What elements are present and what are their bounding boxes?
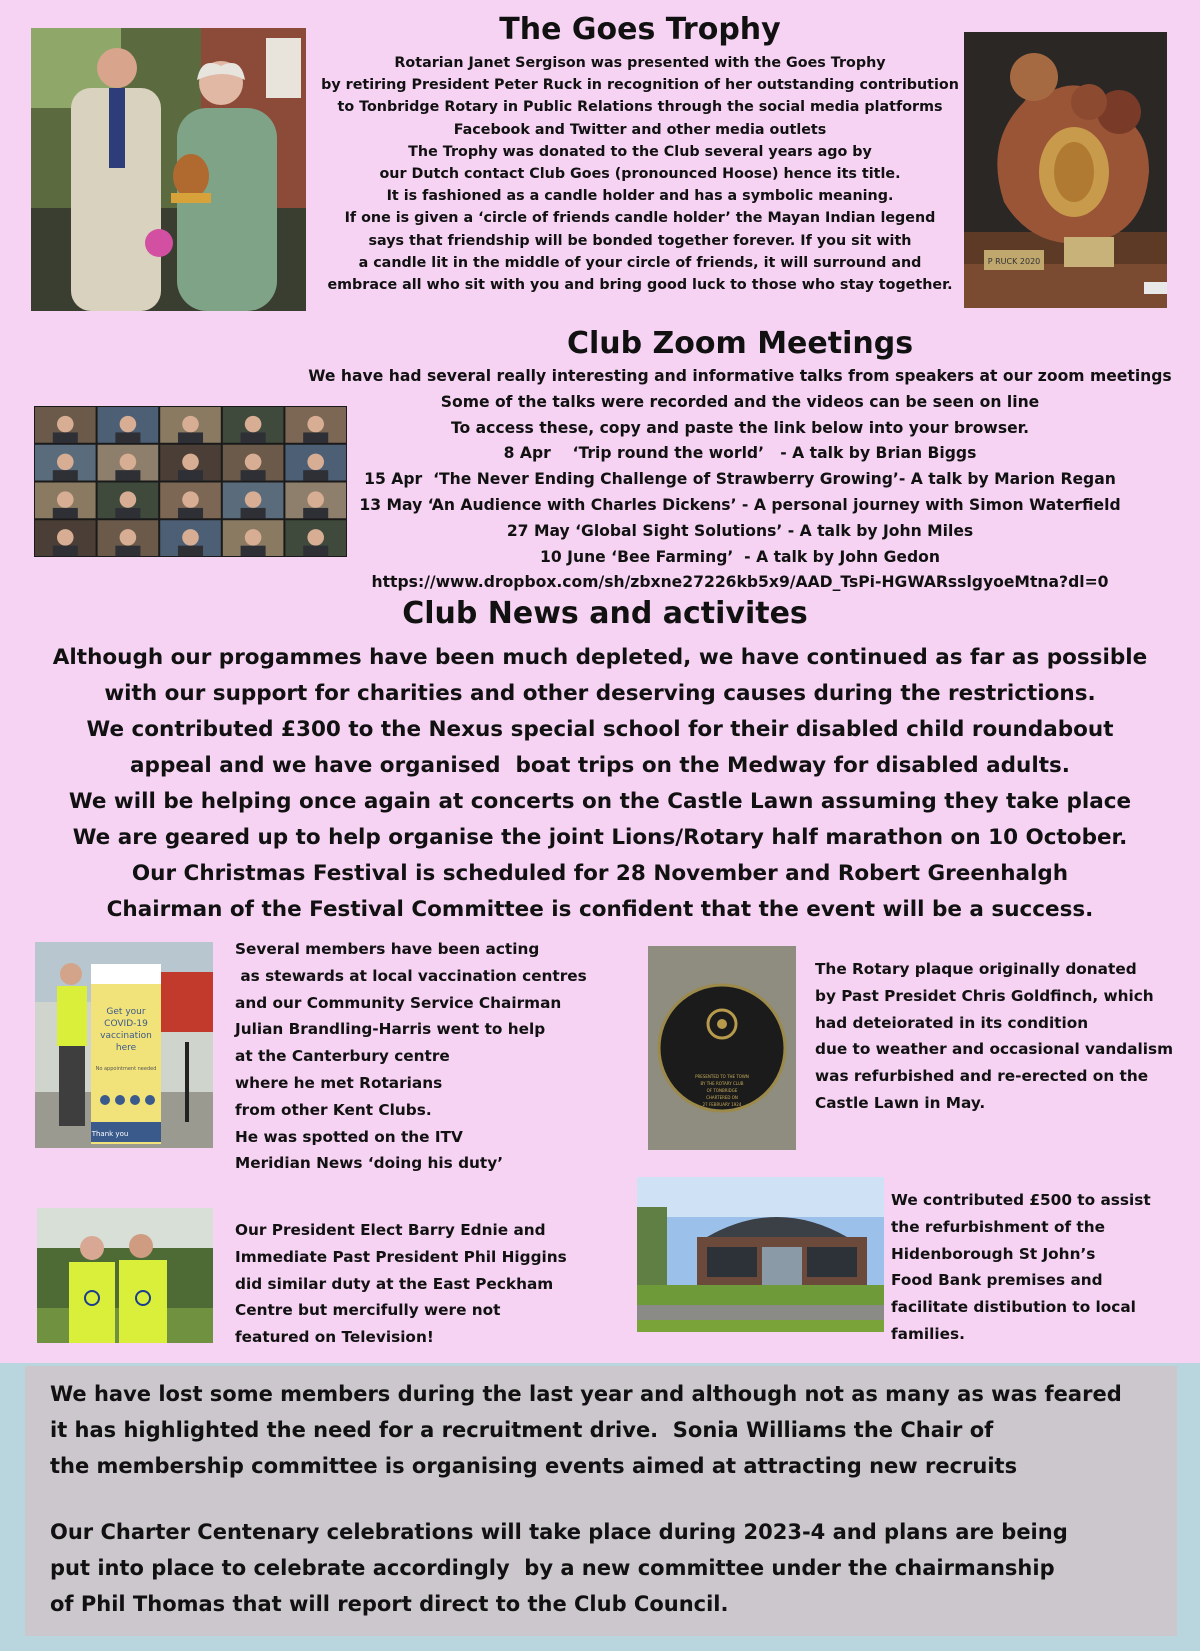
sign-line: Get your xyxy=(106,1007,146,1017)
zoom-participant-tile xyxy=(35,520,96,556)
zoom-participant-tile xyxy=(223,407,284,443)
food-bank-line: facilitate distibution to local xyxy=(891,1298,1136,1317)
trophy-plaque-text: P RUCK 2020 xyxy=(987,257,1041,266)
plaque-line: OF TONBRIDGE xyxy=(706,1088,738,1093)
zoom-talk: 8 Apr ‘Trip round the world’ - A talk by Brian Biggs xyxy=(503,444,977,463)
news-line: Although our progammes have been much depleted, we have continued as far as possible xyxy=(52,645,1148,670)
zoom-participant-tile xyxy=(98,520,159,556)
zoom-participant-tile xyxy=(223,520,284,556)
president-line: featured on Television! xyxy=(235,1328,434,1347)
membership-line: the membership committee is organising events aimed at attracting new recruits xyxy=(50,1454,1018,1478)
president-duty-photo xyxy=(37,1208,213,1343)
sign-line: here xyxy=(115,1043,137,1053)
centenary-paragraph xyxy=(50,1514,1170,1622)
bottom-info-box xyxy=(25,1366,1177,1636)
zoom-talk: 15 Apr ‘The Never Ending Challenge of Strawberry Growing’- A talk by Marion Regan xyxy=(364,470,1116,489)
president-line: Centre but mercifully were not xyxy=(235,1301,501,1320)
plaque-line: PRESENTED TO THE TOWN xyxy=(695,1074,749,1079)
plaque-line: 27 FEBRUARY 1924 xyxy=(702,1102,742,1107)
food-bank-text xyxy=(891,1187,1191,1348)
zoom-talk: 27 May ‘Global Sight Solutions’ - A talk by John Miles xyxy=(506,521,974,540)
centenary-line: of Phil Thomas that will report direct to the Club Council. xyxy=(50,1592,729,1616)
zoom-talk: 13 May ‘An Audience with Charles Dickens’ - A personal journey with Simon Waterfield xyxy=(359,495,1121,514)
food-bank-building-photo xyxy=(637,1177,884,1332)
zoom-line: We have had several really interesting and informative talks from speakers at our zoom meetings xyxy=(308,367,1172,385)
president-line: Our President Elect Barry Ednie and xyxy=(235,1221,546,1239)
zoom-participant-tile xyxy=(35,483,96,519)
stewards-line: He was spotted on the ITV xyxy=(235,1127,463,1146)
stewards-line: Meridian News ‘doing his duty’ xyxy=(235,1154,504,1173)
trophy-line: embrace all who sit with you and bring good luck to those who stay together. xyxy=(327,277,953,294)
plaque-line: BY THE ROTARY CLUB xyxy=(700,1081,744,1086)
plaque-text xyxy=(815,956,1195,1117)
trophy-text xyxy=(300,52,980,296)
trophy-title: The Goes Trophy xyxy=(499,12,781,47)
food-bank-line: the refurbishment of the xyxy=(891,1217,1106,1236)
zoom-line: To access these, copy and paste the link below into your browser. xyxy=(450,418,1030,437)
food-bank-line: We contributed £500 to assist xyxy=(891,1191,1151,1209)
zoom-title: Club Zoom Meetings xyxy=(566,326,914,361)
president-line: did similar duty at the East Peckham xyxy=(235,1274,554,1293)
news-line: Chairman of the Festival Committee is confident that the event will be a success. xyxy=(106,897,1094,922)
stewards-line: at the Canterbury centre xyxy=(235,1047,450,1066)
trophy-presentation-photo xyxy=(31,28,306,311)
plaque-line: CHARTERED ON xyxy=(706,1095,738,1100)
food-bank-line: families. xyxy=(891,1324,965,1343)
zoom-participant-tile xyxy=(160,483,221,519)
food-bank-line: Food Bank premises and xyxy=(891,1271,1103,1290)
trophy-line: by retiring President Peter Ruck in recognition of her outstanding contribution xyxy=(321,77,959,94)
news-line: with our support for charities and other deserving causes during the restrictions. xyxy=(104,681,1096,706)
zoom-participant-tile xyxy=(35,445,96,481)
membership-paragraph xyxy=(50,1376,1170,1484)
zoom-participant-tile xyxy=(223,445,284,481)
zoom-talk: 10 June ‘Bee Farming’ - A talk by John Gedon xyxy=(540,547,940,566)
stewards-line: Several members have been acting xyxy=(235,940,540,958)
sign-line: COVID-19 xyxy=(104,1019,148,1029)
zoom-text xyxy=(300,364,1180,596)
stewards-text xyxy=(235,936,595,1177)
membership-line: We have lost some members during the last year and although not as many as was feared xyxy=(50,1382,1122,1406)
stewards-line: from other Kent Clubs. xyxy=(235,1100,432,1119)
zoom-participant-tile xyxy=(160,407,221,443)
news-text xyxy=(20,640,1180,928)
food-bank-line: Hidenborough St John’s xyxy=(891,1244,1096,1263)
zoom-participant-tile xyxy=(160,445,221,481)
zoom-participant-tile xyxy=(98,445,159,481)
vaccination-steward-photo xyxy=(35,942,213,1148)
plaque-line: due to weather and occasional vandalism xyxy=(815,1040,1174,1059)
plaque-line: had deteiorated in its condition xyxy=(815,1013,1089,1032)
rotary-plaque-photo xyxy=(648,946,796,1150)
stewards-line: where he met Rotarians xyxy=(235,1073,443,1092)
news-line: Our Christmas Festival is scheduled for 28 November and Robert Greenhalgh xyxy=(131,861,1069,886)
trophy-line: It is fashioned as a candle holder and has a symbolic meaning. xyxy=(386,188,894,205)
sign-line: vaccination xyxy=(100,1031,152,1041)
sign-thanks: Thank you xyxy=(91,1130,129,1138)
trophy-line: If one is given a ‘circle of friends candle holder’ the Mayan Indian legend xyxy=(344,210,936,227)
trophy-line: to Tonbridge Rotary in Public Relations through the social media platforms xyxy=(337,99,943,116)
trophy-line: Rotarian Janet Sergison was presented with the Goes Trophy xyxy=(394,55,886,71)
news-line: We contributed £300 to the Nexus special school for their disabled child roundabout xyxy=(86,717,1114,742)
stewards-line: Julian Brandling-Harris went to help xyxy=(235,1020,546,1039)
zoom-link[interactable]: https://www.dropbox.com/sh/zbxne27226kb5x9/AAD_TsPi-HGWARsslgyoeMtna?dl=0 xyxy=(371,573,1109,592)
zoom-participant-tile xyxy=(223,483,284,519)
news-title: Club News and activites xyxy=(402,596,808,631)
president-line: Immediate Past President Phil Higgins xyxy=(235,1247,567,1266)
centenary-line: Our Charter Centenary celebrations will take place during 2023-4 and plans are being xyxy=(50,1520,1068,1544)
zoom-participant-tile xyxy=(160,520,221,556)
sign-sub: No appointment needed xyxy=(95,1066,157,1072)
trophy-line: a candle lit in the middle of your circle of friends, it will surround and xyxy=(358,254,922,271)
plaque-line: Castle Lawn in May. xyxy=(815,1093,986,1112)
plaque-line: by Past Presidet Chris Goldfinch, which xyxy=(815,986,1154,1005)
zoom-participant-tile xyxy=(98,483,159,519)
trophy-line: The Trophy was donated to the Club several years ago by xyxy=(408,143,872,160)
news-line: We will be helping once again at concerts on the Castle Lawn assuming they take place xyxy=(68,789,1132,814)
membership-line: it has highlighted the need for a recruitment drive. Sonia Williams the Chair of xyxy=(50,1418,994,1442)
goes-trophy-photo xyxy=(964,32,1167,308)
zoom-line: Some of the talks were recorded and the videos can be seen on line xyxy=(440,392,1040,411)
plaque-line: The Rotary plaque originally donated xyxy=(815,960,1137,978)
zoom-participant-tile xyxy=(98,407,159,443)
trophy-line: our Dutch contact Club Goes (pronounced Hoose) hence its title. xyxy=(379,166,901,183)
zoom-participant-tile xyxy=(35,407,96,443)
trophy-line: Facebook and Twitter and other media outlets xyxy=(453,121,827,138)
stewards-line: and our Community Service Chairman xyxy=(235,993,562,1012)
president-text xyxy=(235,1217,595,1351)
news-line: We are geared up to help organise the joint Lions/Rotary half marathon on 10 October. xyxy=(72,825,1128,850)
trophy-line: says that friendship will be bonded together forever. If you sit with xyxy=(368,232,912,249)
centenary-line: put into place to celebrate accordingly by a new committee under the chairmanship xyxy=(50,1556,1055,1580)
news-line: appeal and we have organised boat trips on the Medway for disabled adults. xyxy=(130,753,1070,778)
plaque-line: was refurbished and re-erected on the xyxy=(815,1067,1149,1086)
stewards-line: as stewards at local vaccination centres xyxy=(235,966,587,985)
